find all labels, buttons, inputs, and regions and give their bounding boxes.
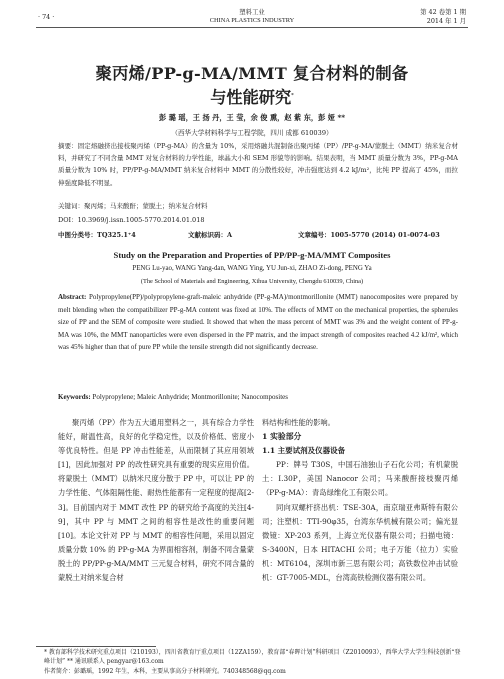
article-number: 文章编号：1005-5770 (2014) 01-0074-03	[298, 231, 440, 239]
journal-name-cn: 塑料工业	[239, 8, 265, 16]
volume-issue: 第 42 卷第 1 期	[420, 8, 466, 16]
keywords-label: Keywords:	[58, 393, 91, 401]
author-list: 彭 璐 瑶，王 扬 丹，王 莹，余 俊 熏，赵 紫 东，彭 娅 **	[159, 113, 345, 122]
subsection-heading-reagents: 1.1 主要试剂及仪器设备	[262, 446, 346, 456]
title-footnote-mark: *	[291, 92, 294, 99]
equipment-paragraph: 同向双螺杆挤出机：TSE-30A，南京瑞亚弗斯特有限公司；注塑机：TTI-90φ35，台湾东华机械有限公司；偏光显微镜：XP-203 系列，上海立光仪器有限公司；扫描电镜：S-3400N，日本 HITACHI 公司；电子万能（拉力）实验机：MT6104，深圳市新三思有限公司；高铁数位冲击试验机：GT-7005-MDL，台湾高铁检测仪器有限公司。	[262, 502, 458, 583]
english-affiliation: (The School of Materials and Engineering, Xihua University, Chengdu 610039, China)	[140, 278, 364, 285]
english-abstract: Abstract: Polypropylene(PP)/polypropylene-graft-maleic anhydride (PP-g-MA)/montmorillonite (MMT) nanocomposites were prepared by melt blending when the compatibilizer PP-g-MA content was fixed at 10%. The effects of MMT on the mechanical properties, the spherules size of PP and the SEM of composite were studied. It showed that when the mass percent of MMT was 3% and the weight content of PP-g-MA was 10%, the MMT nanoparticles were even dispersed in the PP matrix, and the impact strength of composites reached 4.2 kJ/m², which was 45% higher than that of pure PP while the tensile strength did not significantly decrease.	[58, 293, 458, 352]
abstract-cn: 摘要：固定熔融挤出接枝聚丙烯（PP-g-MA）的含量为 10%，采用熔融共混制备出聚丙烯（PP）/PP-g-MA/蒙脱土（MMT）纳米复合材料，并研究了不同含量 MMT 对复合材料的力学性能，球晶大小和 SEM 形貌等的影响。结果表明，当 MMT 质量分数为 3%，PP-g-MA 质量分数为 10% 时，PP/PP-g-MA/MMT 纳米复合材料中 MMT 的分散性较好，冲击强度达到 4.2 kJ/m²，比纯 PP 提高了 45%，而拉伸强度降低不明显。	[58, 142, 458, 187]
english-title: Study on the Preparation and Properties of PP/PP-g-MA/MMT Composites	[113, 250, 391, 260]
page-number: · 74 ·	[38, 13, 55, 21]
english-authors: PENG Lu-yao, WANG Yang-dan, WANG Ying, YU Jun-xi, ZHAO Zi-dong, PENG Ya	[132, 265, 372, 272]
author-bio: 作者简介：彭璐瑶，1992 年生，本科，主要从事高分子材料研究。740348568@qq.com	[44, 667, 286, 675]
funding-note: * 教育部科学技术研究重点项目（210193），四川省教育厅重点项目（12ZA159），教育部“春晖计划”科研项目（Z2010093），西华大学大学生科技创新“登峰计划” ** 通讯联系人 pengyar@163.com	[44, 649, 461, 666]
abstract-label: Abstract:	[58, 293, 87, 301]
english-keywords: Keywords: Polypropylene; Maleic Anhydride; Montmorillonite; Nanocomposites	[58, 393, 289, 401]
affiliation: （西华大学材料科学与工程学院，四川 成都 610039）	[171, 129, 333, 137]
intro-continuation: 料结构和性能的影响。	[262, 418, 335, 427]
footnote	[44, 648, 464, 676]
header-rule	[36, 27, 468, 28]
journal-name-en: CHINA PLASTICS INDUSTRY	[209, 17, 295, 24]
document-code: 文献标识码：A	[188, 231, 233, 239]
body-right-column	[262, 416, 458, 585]
issue-date: 2014 年 1 月	[426, 17, 466, 25]
article-title-line2: 与性能研究*	[210, 88, 294, 107]
intro-paragraph: 聚丙烯（PP）作为五大通用塑料之一，具有综合力学性能好，耐温性高，良好的化学稳定性，以及价格低、密度小等优良特性。但是 PP 冲击性能差，从而限制了其应用领域[1]，因此加强对 PP 的改性研究具有重要的现实应用价值。将蒙脱土（MMT）以纳米尺度分散于 PP 中，可以让 PP 的力学性能、气体阻隔性能、耐热性能都有一定程度的提高[2-3]。目前国内对于 MMT 改性 PP 的研究给予高度的关注[4-9]，其中 PP 与 MMT 之间的相容性是改性的重要问题[10]。本论文针对 PP 与 MMT 的相容性问题，采用以固定质量分数 10% 的 PP-g-MA 为界面相容剂，制备不同含量蒙脱土的 PP/PP-g-MA/MMT 三元复合材料，研究不同含量的蒙脱土对纳米复合材	[58, 418, 254, 583]
footnote-rule	[36, 646, 156, 647]
doi: DOI：10.3969/j.issn.1005-5770.2014.01.018	[58, 216, 205, 224]
reagents-paragraph: PP：牌号 T30S，中国石油独山子石化公司；有机蒙脱土：I.30P，美国 Nanocor 公司；马来酸酐接枝聚丙烯（PP-g-MA）：青岛绿维化工有限公司。	[262, 460, 458, 498]
body-left-column	[58, 416, 254, 585]
article-title: 聚丙烯/PP-g-MA/MMT 复合材料的制备	[95, 64, 409, 83]
section-heading-experimental: 1 实验部分	[262, 432, 302, 442]
keywords-cn: 关键词：聚丙烯；马来酸酐；蒙脱土；纳米复合材料	[58, 202, 208, 210]
clc-number: 中图分类号：TQ325.1⁺4	[58, 231, 136, 239]
